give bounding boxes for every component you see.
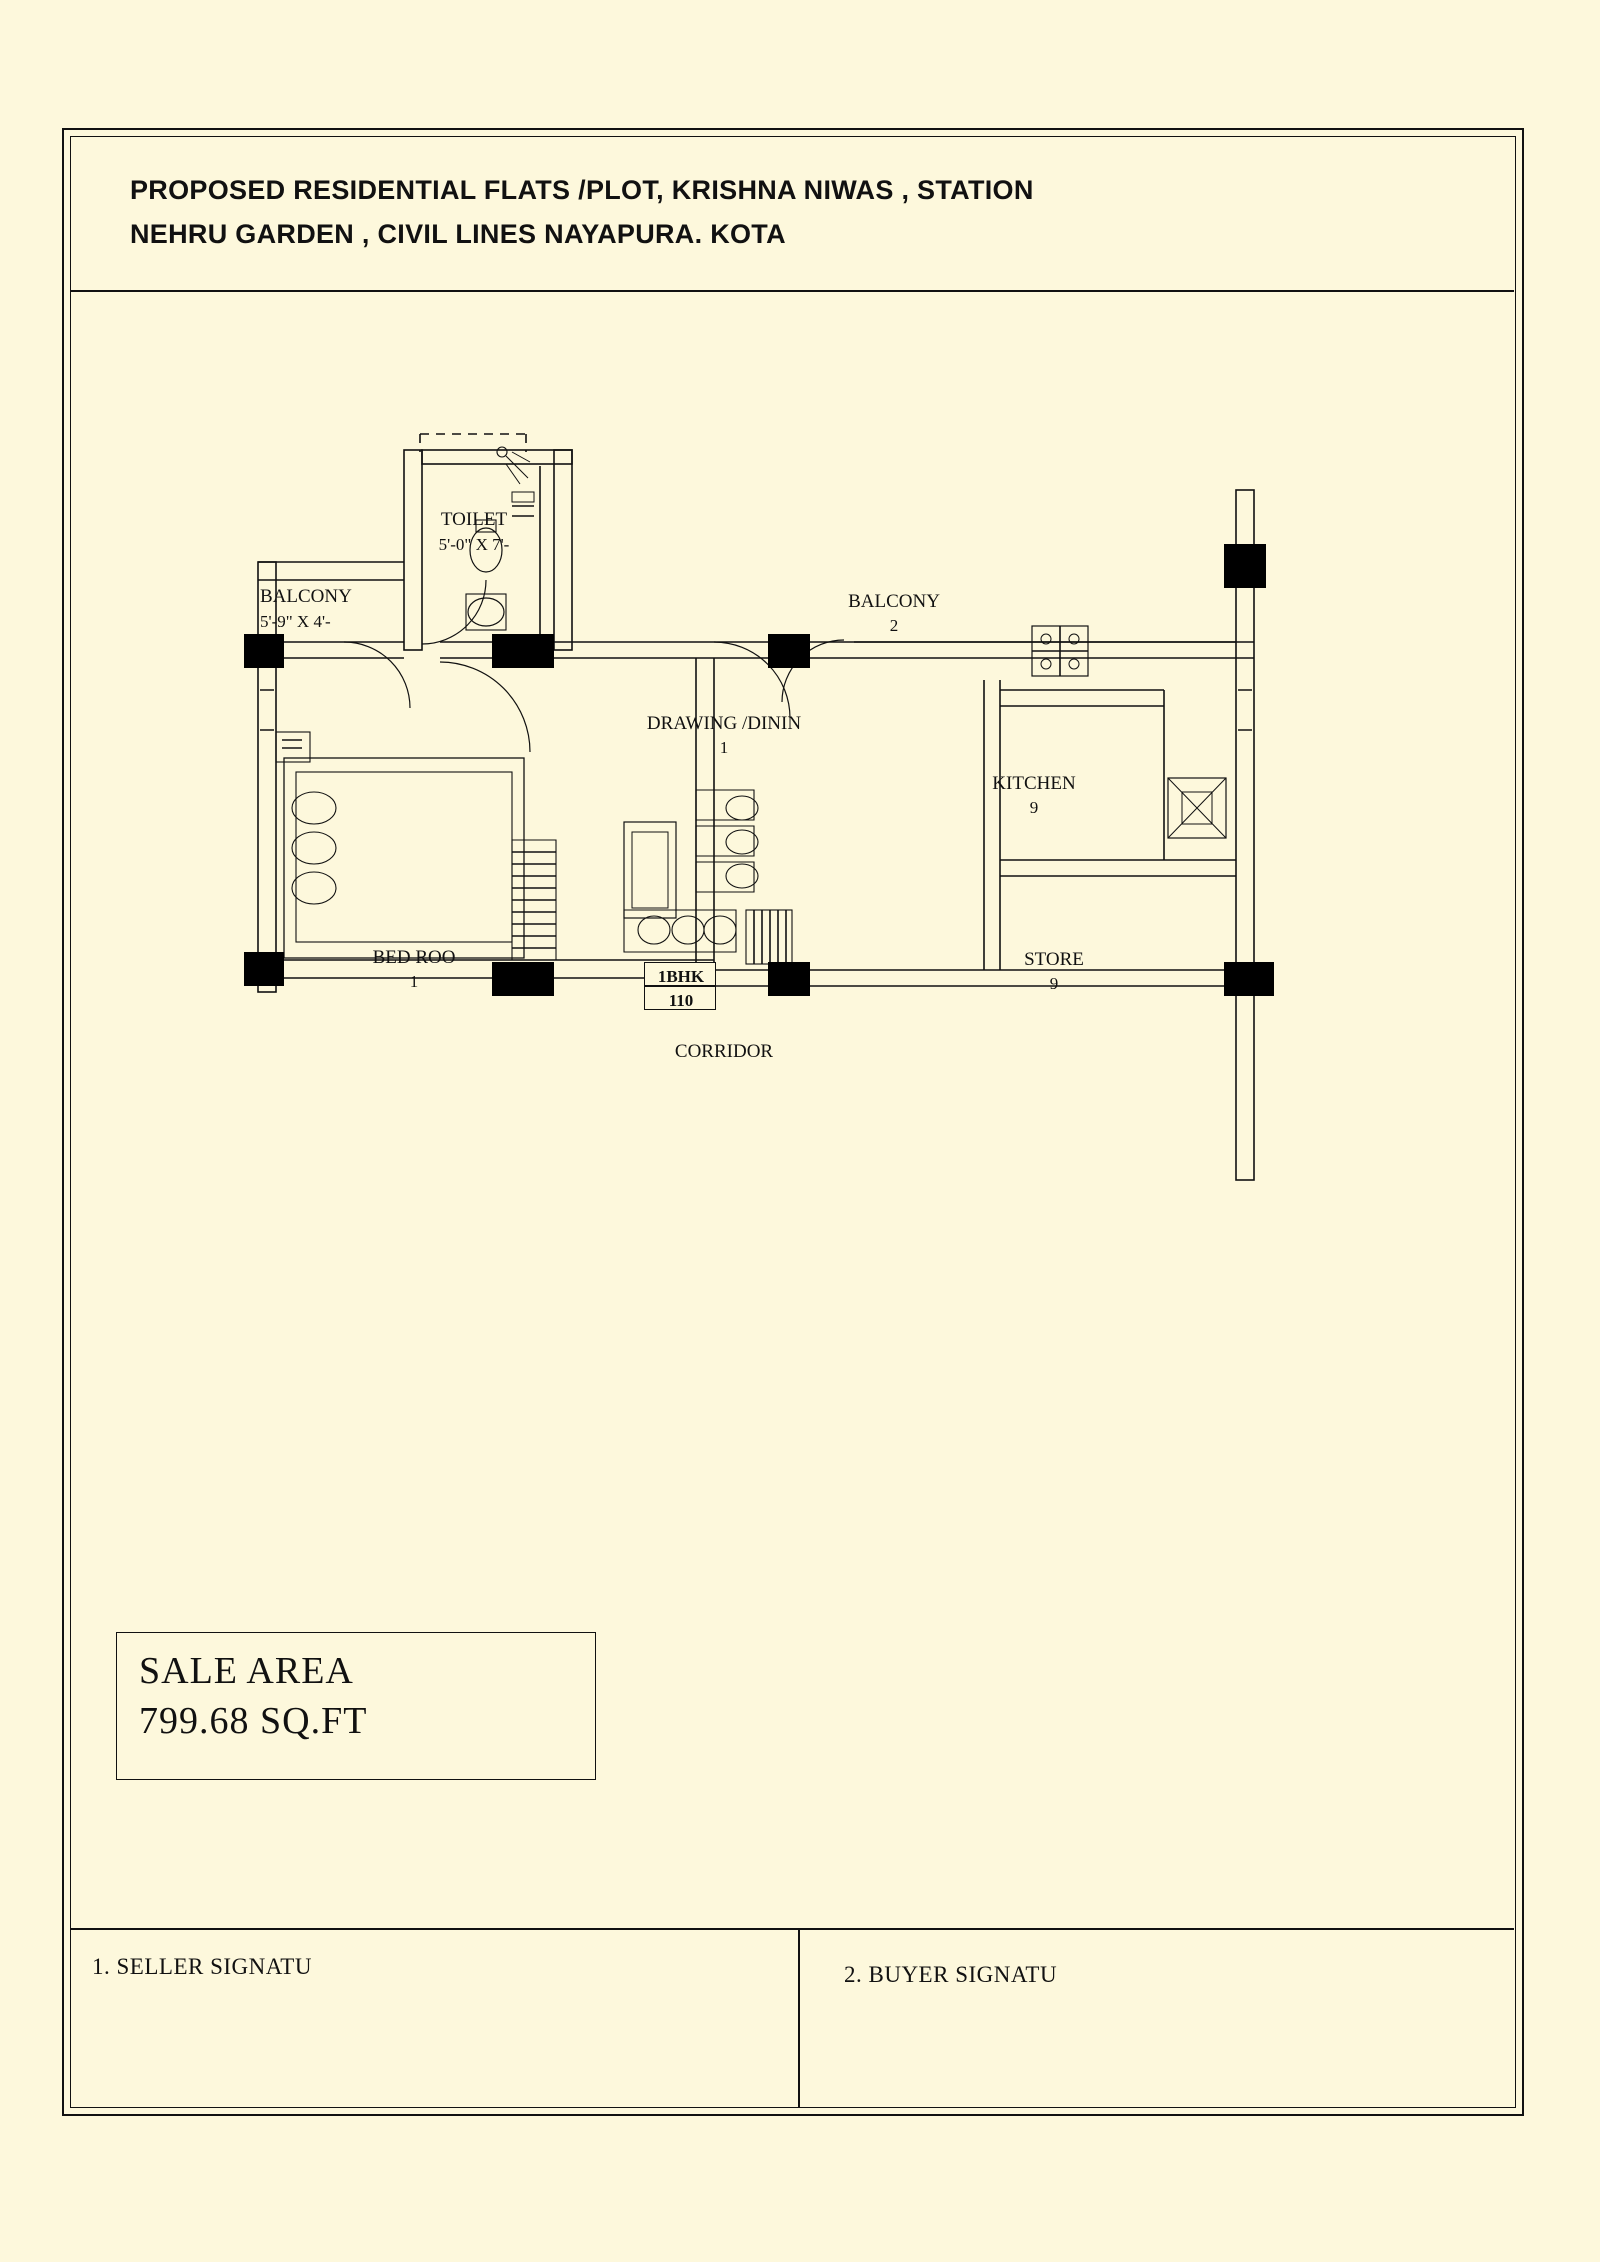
sale-area-value: 799.68 SQ.FT — [139, 1700, 368, 1742]
buyer-signature-cell — [800, 1930, 1514, 2108]
room-number: 9 — [1029, 798, 1039, 817]
room-label-bedroom — [304, 946, 524, 969]
room-name: BALCONY — [848, 591, 940, 612]
room-number-drawing-dining — [584, 736, 864, 759]
buyer-signature-label: 2. BUYER SIGNATU — [844, 1962, 1058, 1987]
room-label-drawing-dining — [584, 712, 864, 735]
column — [1224, 962, 1274, 996]
room-name: BED ROO — [372, 947, 456, 968]
room-number: 1 — [409, 972, 419, 991]
room-name: STORE — [1024, 949, 1084, 970]
seller-signature-cell — [70, 1930, 800, 2108]
drawing-title-line1: PROPOSED RESIDENTIAL FLATS /PLOT, KRISHNA NIWAS , STATION — [130, 175, 1034, 205]
unit-tag — [644, 962, 716, 986]
room-dims-balcony-left — [260, 610, 450, 633]
room-name: TOILET — [440, 509, 508, 530]
column — [492, 634, 554, 668]
column — [768, 634, 810, 668]
unit-tag-number: 110 — [668, 991, 694, 1010]
column — [768, 962, 810, 996]
room-number-balcony-main — [804, 614, 984, 637]
corridor-label: CORRIDOR — [674, 1041, 774, 1062]
room-dims: 5'-9" X 4'- — [260, 612, 331, 631]
unit-tag-name: 1BHK — [657, 967, 705, 986]
title-block — [70, 136, 1514, 292]
room-label-kitchen — [944, 772, 1124, 795]
room-label-balcony-left — [260, 585, 430, 608]
drawing-title-line2: NEHRU GARDEN , CIVIL LINES NAYAPURA. KOTA — [130, 219, 786, 249]
room-dims: 5'-0" X 7'- — [438, 535, 510, 554]
signature-row — [70, 1928, 1514, 2108]
room-label-balcony-main — [804, 590, 984, 613]
drawing-title — [130, 168, 1470, 256]
column — [244, 952, 284, 986]
seller-signature-label: 1. SELLER SIGNATU — [92, 1954, 312, 1979]
drawing-sheet — [62, 128, 1524, 2116]
unit-tag-number-box — [644, 986, 716, 1010]
room-number-bedroom — [304, 970, 524, 993]
room-label-toilet — [404, 508, 544, 531]
column — [244, 634, 284, 668]
room-name: KITCHEN — [992, 773, 1076, 794]
column — [1224, 544, 1266, 588]
room-number-store — [964, 972, 1144, 995]
room-name: DRAWING /DININ — [646, 713, 802, 734]
room-dims-toilet — [394, 533, 554, 556]
sale-area-label: SALE AREA — [139, 1650, 354, 1692]
room-number: 9 — [1049, 974, 1059, 993]
sale-area-box — [116, 1632, 596, 1780]
floor-plan — [244, 390, 1424, 1390]
room-number: 2 — [889, 616, 899, 635]
room-label-store — [964, 948, 1144, 971]
room-name: BALCONY — [260, 586, 352, 607]
room-number: 1 — [719, 738, 729, 757]
room-number-kitchen — [944, 796, 1124, 819]
